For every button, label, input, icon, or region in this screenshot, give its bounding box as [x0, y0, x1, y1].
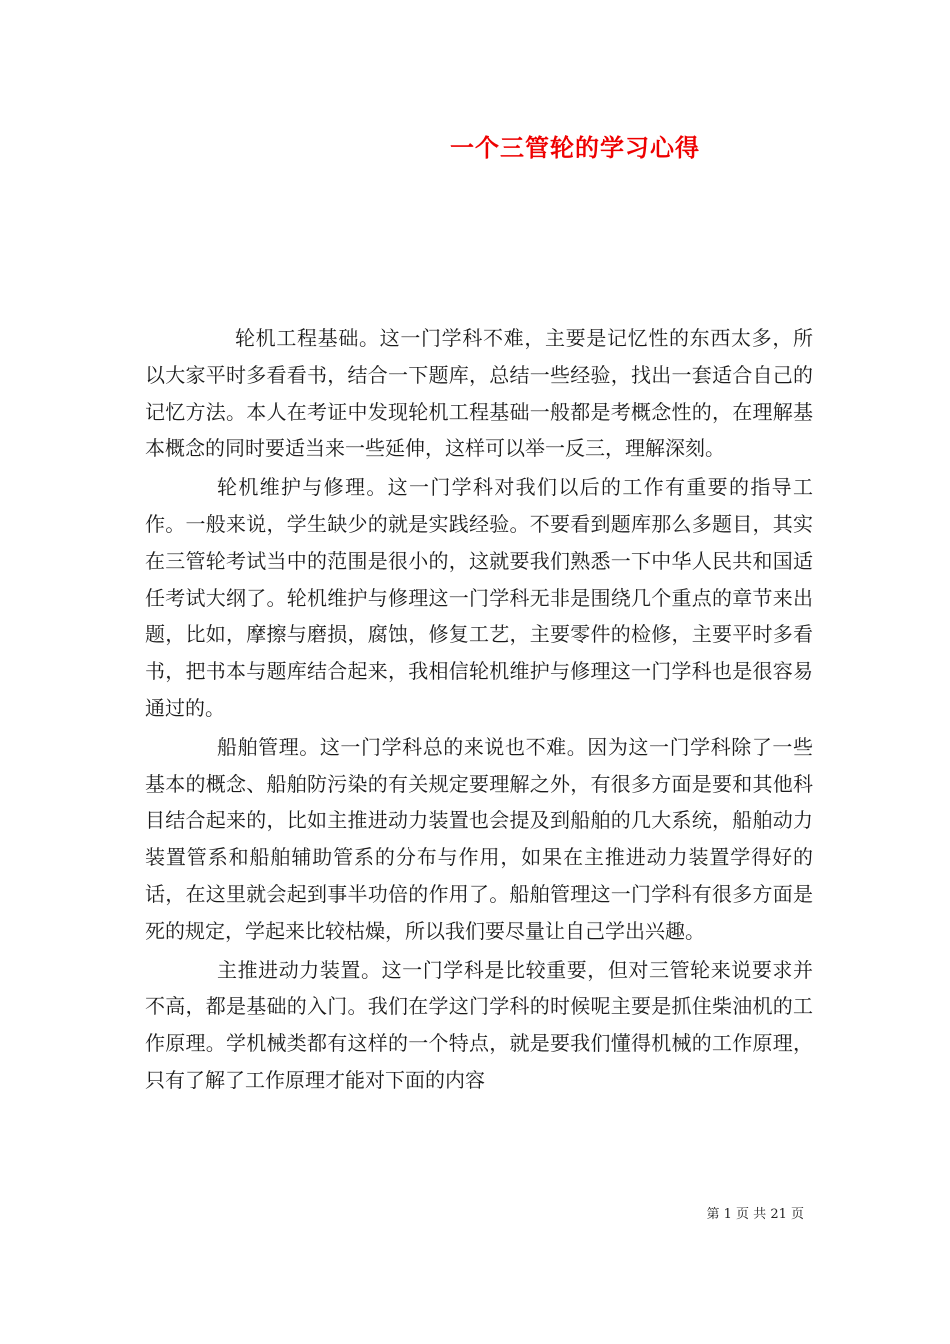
paragraph-ship-management: 船舶管理。这一门学科总的来说也不难。因为这一门学科除了一些基本的概念、船舶防污染的有关规定要理解之外，有很多方面是要和其他科目结合起来的，比如主推进动力装置也会提及到船舶的几大系统，船舶动力装置管系和船舶辅助管系的分布与作用，如果在主推进动力装置学得好的话，在这里就会起到事半功倍的作用了。船舶管理这一门学科有很多方面是死的规定，学起来比较枯燥，所以我们要尽量让自己学出兴趣。 [145, 734, 813, 943]
paragraph-maintenance-repair: 轮机维护与修理。这一门学科对我们以后的工作有重要的指导工作。一般来说，学生缺少的就是实践经验。不要看到题库那么多题目，其实在三管轮考试当中的范围是很小的，这就要我们熟悉一下中华人民共和国适任考试大纲了。轮机维护与修理这一门学科无非是围绕几个重点的章节来出题，比如，摩擦与磨损，腐蚀，修复工艺，主要零件的检修，主要平时多看书，把书本与题库结合起来，我相信轮机维护与修理这一门学科也是很容易通过的。 [145, 475, 813, 720]
document-title: 一个三管轮的学习心得 [450, 133, 700, 162]
paragraph-marine-engineering-basics: 轮机工程基础。这一门学科不难，主要是记忆性的东西太多，所以大家平时多看看书，结合一下题库，总结一些经验，找出一套适合自己的记忆方法。本人在考证中发现轮机工程基础一般都是考概念性的，在理解基本概念的同时要适当来一些延伸，这样可以举一反三，理解深刻。 [145, 326, 813, 461]
paragraph-main-propulsion: 主推进动力装置。这一门学科是比较重要，但对三管轮来说要求并不高，都是基础的入门。我们在学这门学科的时候呢主要是抓住柴油机的工作原理。学机械类都有这样的一个特点，就是要我们懂得机械的工作原理，只有了解了工作原理才能对下面的内容 [145, 957, 813, 1092]
document-body [145, 320, 813, 1099]
page-footer: 第 1 页 共 21 页 [706, 1207, 804, 1222]
